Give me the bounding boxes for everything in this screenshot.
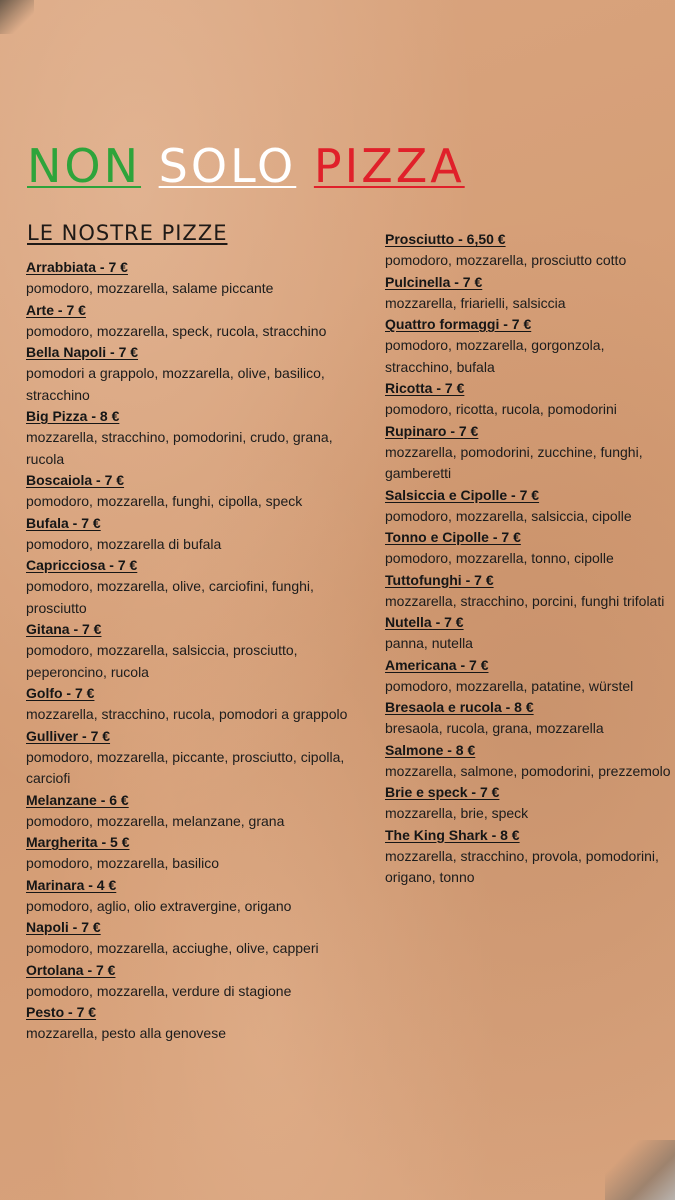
- pizza-ingredients: mozzarella, stracchino, porcini, funghi trifolati: [385, 592, 665, 609]
- menu-item: [26, 875, 371, 918]
- pizza-ingredients: pomodoro, mozzarella, basilico: [26, 855, 219, 871]
- pizza-ingredients: pomodoro, mozzarella, speck, rucola, stracchino: [26, 322, 327, 339]
- menu-item: [385, 570, 673, 613]
- pizza-name: The King Shark - 8 €: [385, 826, 520, 843]
- pizza-ingredients: mozzarella, brie, speck: [385, 805, 529, 821]
- menu-item: [26, 790, 371, 833]
- pizza-ingredients: pomodoro, aglio, olio extravergine, origano: [26, 897, 292, 914]
- section-title: LE NOSTRE PIZZE: [27, 221, 228, 245]
- menu-item: [26, 257, 371, 300]
- pizza-ingredients: pomodoro, mozzarella, verdure di stagione: [26, 982, 292, 999]
- menu-item: [26, 555, 371, 619]
- pizza-name: Tuttofunghi - 7 €: [385, 571, 494, 588]
- pizza-name: Rupinaro - 7 €: [385, 422, 479, 439]
- menu-column-left: [26, 257, 371, 1045]
- pizza-name: Capricciosa - 7 €: [26, 557, 138, 573]
- pizza-ingredients: pomodoro, mozzarella, salsiccia, cipolle: [385, 507, 632, 524]
- menu-item: [26, 832, 371, 875]
- pizza-name: Golfo - 7 €: [26, 685, 95, 701]
- title-word-solo: SOLO: [158, 139, 297, 193]
- pizza-ingredients: mozzarella, stracchino, pomodorini, crudo, grana, rucola: [26, 429, 333, 467]
- menu-item: [385, 697, 673, 740]
- menu-item: [26, 960, 371, 1003]
- pizza-ingredients: mozzarella, friarielli, salsiccia: [385, 294, 566, 311]
- pizza-name: Big Pizza - 8 €: [26, 408, 120, 424]
- pizza-ingredients: mozzarella, stracchino, provola, pomodorini, origano, tonno: [385, 847, 659, 885]
- menu-item: [26, 1002, 371, 1045]
- menu-item: [26, 406, 371, 470]
- pizza-ingredients: mozzarella, salmone, pomodorini, prezzemolo: [385, 762, 671, 779]
- pizza-name: Quattro formaggi - 7 €: [385, 316, 532, 332]
- menu-item: [26, 917, 371, 960]
- pizza-ingredients: pomodoro, mozzarella, tonno, cipolle: [385, 550, 614, 566]
- pizza-name: Margherita - 5 €: [26, 834, 130, 850]
- menu-item: [385, 740, 673, 783]
- menu-item: [385, 421, 673, 485]
- menu-item: [385, 314, 673, 378]
- menu-item: [385, 825, 673, 889]
- menu-item: [26, 726, 371, 790]
- pizza-name: Arrabbiata - 7 €: [26, 259, 128, 275]
- menu-item: [26, 619, 371, 683]
- pizza-name: Prosciutto - 6,50 €: [385, 231, 506, 247]
- pizza-name: Marinara - 4 €: [26, 876, 117, 893]
- pizza-ingredients: pomodori a grappolo, mozzarella, olive, basilico, stracchino: [26, 365, 325, 403]
- pizza-ingredients: pomodoro, mozzarella, melanzane, grana: [26, 812, 285, 829]
- menu-item: [26, 342, 371, 406]
- pizza-name: Nutella - 7 €: [385, 614, 464, 630]
- pizza-name: Napoli - 7 €: [26, 919, 101, 935]
- pizza-name: Gulliver - 7 €: [26, 727, 111, 744]
- pizza-name: Bufala - 7 €: [26, 514, 101, 531]
- pizza-ingredients: pomodoro, mozzarella, piccante, prosciutto, cipolla, carciofi: [26, 748, 345, 786]
- pizza-name: Pesto - 7 €: [26, 1004, 97, 1020]
- pizza-ingredients: pomodoro, mozzarella, prosciutto cotto: [385, 252, 627, 268]
- pizza-ingredients: pomodoro, mozzarella, salsiccia, prosciutto, peperoncino, rucola: [26, 642, 298, 680]
- pizza-ingredients: pomodoro, mozzarella, gorgonzola, stracchino, bufala: [385, 337, 605, 375]
- pizza-ingredients: pomodoro, mozzarella, acciughe, olive, capperi: [26, 940, 319, 956]
- pizza-ingredients: pomodoro, ricotta, rucola, pomodorini: [385, 401, 617, 417]
- menu-item: [26, 683, 371, 726]
- menu-item: [385, 655, 673, 698]
- menu-item: [385, 782, 673, 825]
- pizza-ingredients: mozzarella, pomodorini, zucchine, funghi, gamberetti: [385, 443, 643, 481]
- paper-corner-texture: [605, 1140, 675, 1200]
- pizza-ingredients: bresaola, rucola, grana, mozzarella: [385, 720, 604, 736]
- pizza-ingredients: panna, nutella: [385, 635, 473, 651]
- menu-item: [385, 527, 673, 570]
- pizza-name: Ortolana - 7 €: [26, 961, 116, 978]
- title-word-pizza: PIZZA: [313, 139, 465, 193]
- pizza-name: Americana - 7 €: [385, 656, 489, 673]
- title-word-non: NON: [27, 139, 142, 193]
- pizza-name: Ricotta - 7 €: [385, 380, 465, 396]
- menu-item: [385, 485, 673, 528]
- pizza-name: Melanzane - 6 €: [26, 791, 129, 808]
- pizza-name: Tonno e Cipolle - 7 €: [385, 529, 521, 545]
- menu-item: [26, 513, 371, 556]
- pizza-ingredients: pomodoro, mozzarella, patatine, würstel: [385, 677, 634, 694]
- menu-item: [385, 272, 673, 315]
- menu-item: [26, 300, 371, 343]
- pizza-ingredients: pomodoro, mozzarella, salame piccante: [26, 280, 274, 296]
- pizza-name: Salsiccia e Cipolle - 7 €: [385, 486, 540, 503]
- pizza-name: Bresaola e rucola - 8 €: [385, 699, 534, 715]
- pizza-name: Brie e speck - 7 €: [385, 784, 500, 800]
- pizza-ingredients: pomodoro, mozzarella di bufala: [26, 535, 222, 552]
- pizza-ingredients: pomodoro, mozzarella, funghi, cipolla, speck: [26, 493, 303, 509]
- pizza-name: Gitana - 7 €: [26, 621, 102, 637]
- menu-column-right: [385, 229, 673, 889]
- menu-item: [385, 229, 673, 272]
- menu-item: [385, 378, 673, 421]
- pizza-name: Bella Napoli - 7 €: [26, 344, 139, 360]
- pizza-ingredients: mozzarella, stracchino, rucola, pomodori a grappolo: [26, 706, 348, 722]
- pizza-name: Salmone - 8 €: [385, 741, 476, 758]
- pizza-name: Arte - 7 €: [26, 301, 86, 318]
- paper-corner-texture: [0, 0, 34, 34]
- menu-item: [26, 470, 371, 513]
- restaurant-title: [27, 138, 465, 194]
- pizza-name: Boscaiola - 7 €: [26, 472, 125, 488]
- pizza-name: Pulcinella - 7 €: [385, 273, 483, 290]
- pizza-ingredients: mozzarella, pesto alla genovese: [26, 1025, 227, 1041]
- menu-item: [385, 612, 673, 655]
- pizza-ingredients: pomodoro, mozzarella, olive, carciofini, funghi, prosciutto: [26, 578, 314, 616]
